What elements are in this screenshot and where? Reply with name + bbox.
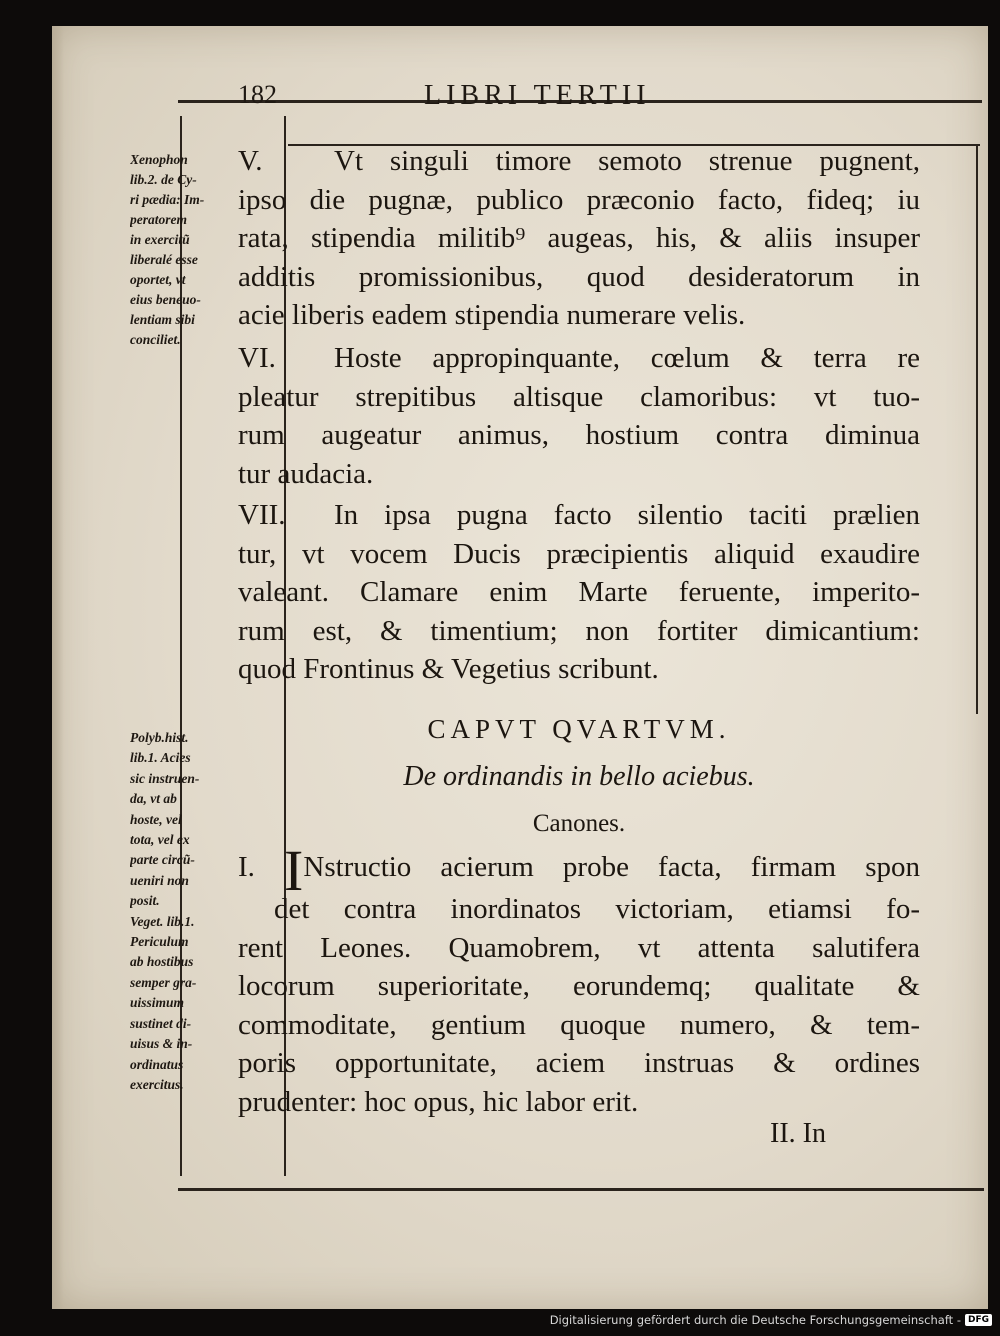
- paragraph-line: quod Frontinus & Vegetius scribunt.: [238, 653, 659, 685]
- paragraph-line: tur audacia.: [238, 457, 374, 490]
- margin-note-line: posit.: [130, 893, 160, 909]
- paragraph-text: Hoste appropinquante, cœlum & terra re: [334, 342, 920, 374]
- margin-note-line: Polyb.hist.: [130, 730, 189, 745]
- margin-note-line: Periculum: [130, 934, 189, 950]
- margin-note-line: lentiam sibi: [130, 312, 195, 327]
- margin-note-line: ri pædia: Im-: [130, 192, 205, 207]
- margin-note-line: exercitus.: [130, 1076, 184, 1092]
- paragraph-line: additis promissionibus, quod desideratorum in: [238, 260, 920, 293]
- paragraph-line: [238, 339, 920, 378]
- chapter-title: CAPVT QVARTVM.: [427, 714, 731, 744]
- paragraph-vii: [238, 496, 920, 689]
- margin-note-xenophon: [130, 150, 238, 350]
- margin-note-line: eius beneuo-: [130, 292, 201, 307]
- footer-text: Digitalisierung gefördert durch die Deutsche Forschungsgemeinschaft -: [549, 1313, 961, 1327]
- running-title: LIBRI TERTII: [424, 80, 651, 111]
- paragraph-line: [238, 496, 920, 535]
- paragraph-vi: [238, 339, 920, 493]
- paragraph-line: rum augeatur animus, hostium contra diminua: [238, 419, 920, 451]
- paragraph-text: Nstructio acierum probe facta, firmam spon: [303, 851, 921, 883]
- canon-one: [238, 838, 921, 1121]
- margin-note-line: oportet, vt: [130, 272, 186, 287]
- margin-note-line: in exercitũ: [130, 232, 190, 247]
- margin-note-line: da, vt ab: [130, 791, 177, 807]
- margin-note-line: liberalé esse: [130, 252, 198, 267]
- margin-note-line: lib.2. de Cy-: [130, 172, 197, 187]
- paragraph-line: commoditate, gentium quoque numero, & tem-: [238, 1008, 920, 1041]
- margin-note-line: ueniri non: [130, 872, 189, 888]
- paragraph-number: VII.: [238, 499, 286, 531]
- page-number: 182: [238, 80, 277, 109]
- margin-note-line: hoste, vel: [130, 811, 182, 827]
- text-frame-right: [976, 144, 978, 714]
- section-heading: Canones.: [532, 810, 626, 837]
- paragraph-line: acie liberis eadem stipendia numerare velis.: [238, 299, 746, 331]
- margin-note-line: sic instruen-: [130, 770, 200, 786]
- margin-note-line: ab hostibus: [130, 954, 194, 970]
- paragraph-line: pleatur strepitibus altisque clamoribus: vt tuo-: [238, 380, 920, 413]
- digitization-footer: [550, 1310, 992, 1330]
- paragraph-line: rent Leones. Quamobrem, vt attenta salutifera: [238, 931, 920, 964]
- bottom-rule: [178, 1188, 984, 1191]
- paragraph-line: poris opportunitate, aciem instruas & ordines: [238, 1047, 920, 1079]
- margin-note-line: sustinet di-: [130, 1015, 192, 1031]
- margin-note-line: tota, vel ex: [130, 832, 190, 848]
- paragraph-line: det contra inordinatos victoriam, etiamsi fo-: [274, 893, 920, 925]
- chapter-subtitle: De ordinandis in bello aciebus.: [403, 761, 755, 792]
- margin-note-line: peratorem: [130, 212, 187, 227]
- paragraph-line: ipso die pugnæ, publico præconio facto, fideq; iu: [238, 183, 920, 216]
- margin-note-line: uisus & in-: [130, 1036, 193, 1052]
- paragraph-number: VI.: [238, 342, 276, 374]
- paragraph-line: tur, vt vocem Ducis præcipientis aliquid exaudire: [238, 537, 920, 570]
- dfg-logo: DFG: [965, 1314, 992, 1326]
- paragraph-number: I.: [238, 851, 255, 883]
- margin-note-line: lib.1. Acies: [130, 750, 191, 766]
- margin-note-polybius: [130, 728, 238, 1095]
- paragraph-line: [238, 142, 920, 181]
- paragraph-v: [238, 142, 920, 335]
- paragraph-text: In ipsa pugna facto silentio taciti prælien: [334, 499, 920, 531]
- paragraph-line: rum est, & timentium; non fortiter dimicantium:: [238, 614, 920, 647]
- paragraph-line: rata, stipendia militib⁹ augeas, his, & aliis insuper: [238, 222, 920, 254]
- margin-note-line: conciliet.: [130, 332, 181, 347]
- paragraph-text: Vt singuli timore semoto strenue pugnent,: [334, 145, 920, 177]
- paragraph-line: prudenter: hoc opus, hic labor erit.: [238, 1085, 639, 1118]
- drop-cap: I: [284, 838, 304, 903]
- margin-note-line: ordinatus: [130, 1056, 184, 1072]
- paragraph-line: valeant. Clamare enim Marte feruente, imperito-: [238, 576, 920, 608]
- margin-note-line: uissimum: [130, 995, 185, 1011]
- margin-note-line: Xenophon: [130, 152, 188, 167]
- margin-note-line: parte circũ-: [130, 852, 195, 868]
- catchword: II. In: [770, 1118, 826, 1149]
- margin-note-line: semper gra-: [130, 974, 197, 990]
- paragraph-number: V.: [238, 145, 263, 177]
- running-head: [238, 80, 928, 116]
- paragraph-line: locorum superioritate, eorundemq; qualitate &: [238, 970, 920, 1002]
- page-edge-shadow: [52, 26, 64, 1309]
- margin-note-line: Veget. lib.1.: [130, 913, 195, 929]
- paragraph-line: [238, 838, 921, 903]
